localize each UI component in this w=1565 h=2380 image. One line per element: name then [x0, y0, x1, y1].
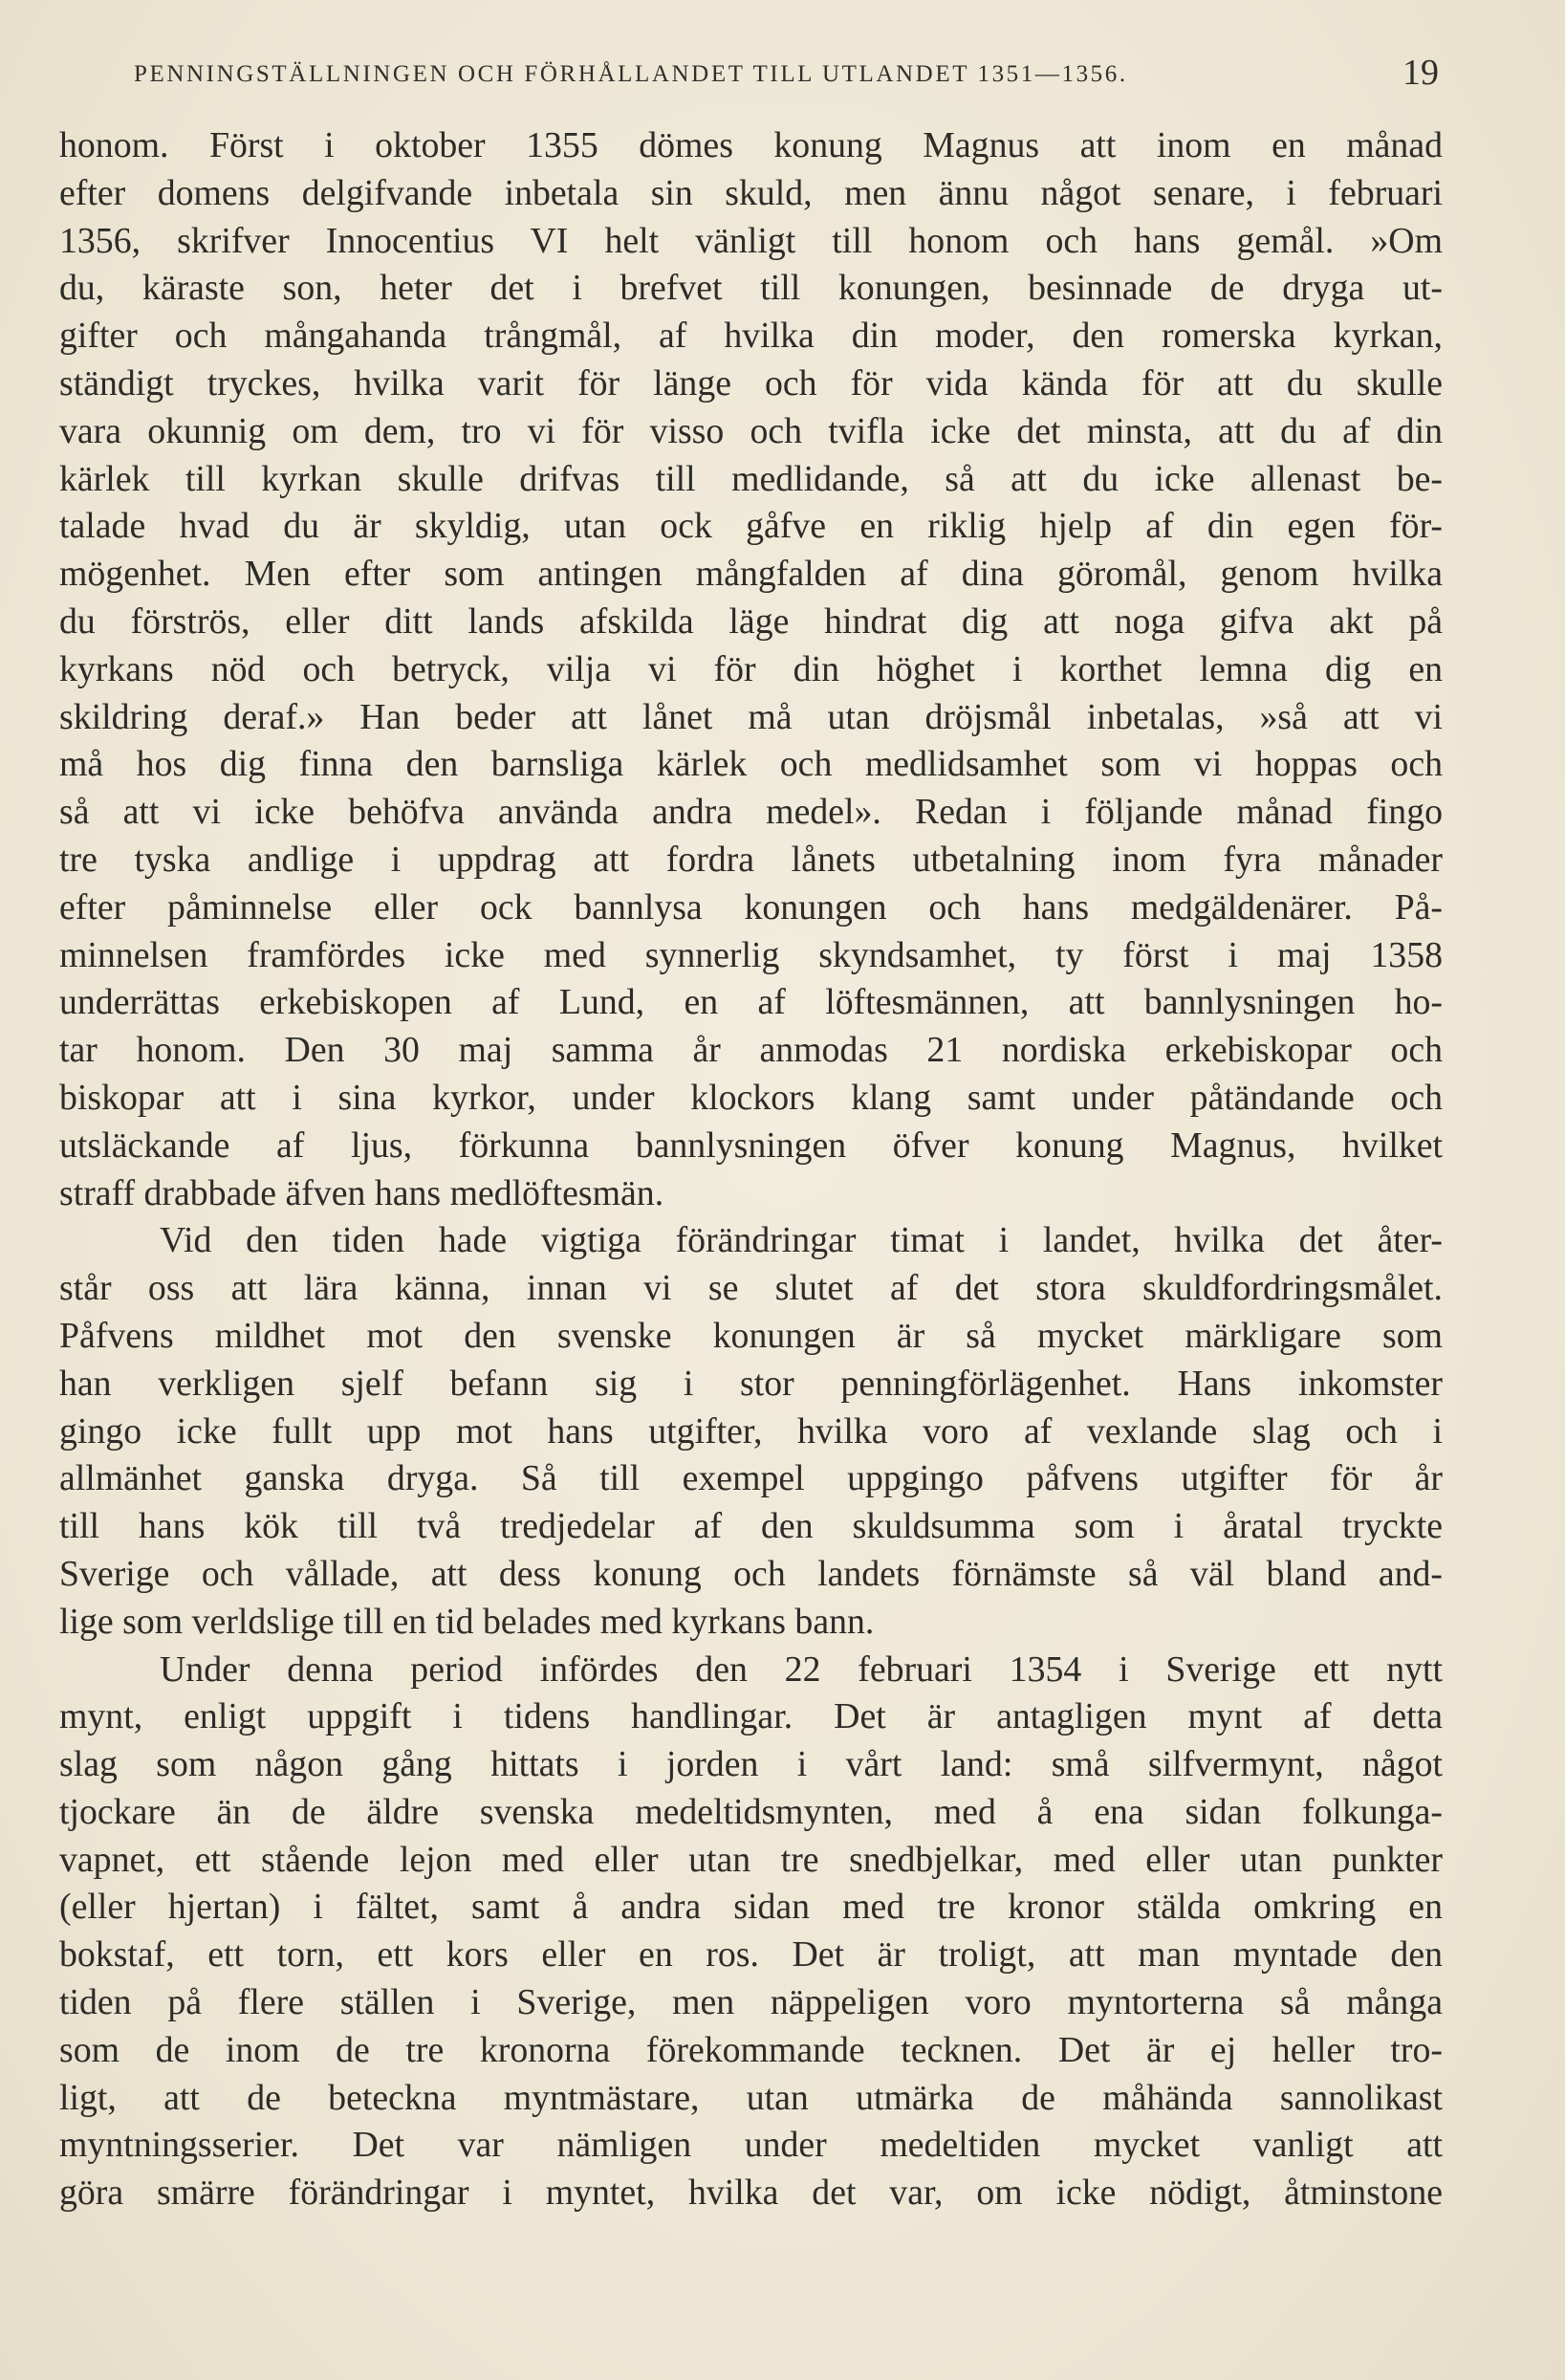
- running-title: PENNINGSTÄLLNINGEN OCH FÖRHÅLLANDET TILL UTLANDET 1351—1356.: [134, 61, 1128, 87]
- text-line: gingo icke fullt upp mot hans utgifter, hvilka voro af vexlande slag och i: [59, 1410, 1443, 1452]
- text-line: underrättas erkebiskopen af Lund, en af löftesmännen, att bannlysningen ho-: [59, 982, 1443, 1023]
- text-line: du, käraste son, heter det i brefvet till konungen, besinnade de dryga ut-: [59, 268, 1443, 309]
- text-line: vapnet, ett stående lejon med eller utan tre snedbjelkar, med eller utan punkter: [59, 1839, 1443, 1880]
- paragraph-last-line: straff drabbade äfven hans medlöftesmän.: [59, 1172, 664, 1213]
- text-line: så att vi icke behöfva använda andra medel». Redan i följande månad fingo: [59, 792, 1443, 833]
- paragraph-last-line: lige som verldslige till en tid belades med kyrkans bann.: [59, 1601, 875, 1642]
- text-line: han verkligen sjelf befann sig i stor penningförlägenhet. Hans inkomster: [59, 1363, 1443, 1404]
- text-line: gifter och mångahanda trångmål, af hvilka din moder, den romerska kyrkan,: [59, 316, 1443, 357]
- text-line: göra smärre förändringar i myntet, hvilka det var, om icke nödigt, åtminstone: [59, 2173, 1443, 2214]
- text-line: tar honom. Den 30 maj samma år anmodas 21 nordiska erkebiskopar och: [59, 1030, 1443, 1071]
- text-line: står oss att lära känna, innan vi se slutet af det stora skuldfordringsmålet.: [59, 1268, 1443, 1309]
- text-line: allmänhet ganska dryga. Så till exempel uppgingo påfvens utgifter för år: [59, 1458, 1443, 1499]
- text-line: tiden på flere ställen i Sverige, men näppeligen voro myntorterna så många: [59, 1982, 1443, 2023]
- text-line: tjockare än de äldre svenska medeltidsmynten, med å ena sidan folkunga-: [59, 1791, 1443, 1832]
- text-line: efter påminnelse eller ock bannlysa konungen och hans medgäldenärer. På-: [59, 886, 1443, 928]
- text-line: kyrkans nöd och betryck, vilja vi för din höghet i korthet lemna dig en: [59, 648, 1443, 689]
- text-line: du förströs, eller ditt lands afskilda läge hindrat dig att noga gifva akt på: [59, 600, 1443, 642]
- text-line: myntningsserier. Det var nämligen under medeltiden mycket vanligt att: [59, 2125, 1443, 2166]
- text-line: minnelsen framfördes icke med synnerlig skyndsamhet, ty först i maj 1358: [59, 934, 1443, 975]
- text-line: må hos dig finna den barnsliga kärlek och medlidsamhet som vi hoppas och: [59, 744, 1443, 785]
- text-line: efter domens delgifvande inbetala sin skuld, men ännu något senare, i februari: [59, 172, 1443, 213]
- paragraph-first-line: Vid den tiden hade vigtiga förändringar timat i landet, hvilka det åter-: [160, 1220, 1443, 1261]
- text-line: utsläckande af ljus, förkunna bannlysningen öfver konung Magnus, hvilket: [59, 1124, 1443, 1166]
- page-number: 19: [1402, 53, 1439, 93]
- text-line: (eller hjertan) i fältet, samt å andra sidan med tre kronor stälda omkring en: [59, 1887, 1443, 1928]
- text-line: tre tyska andlige i uppdrag att fordra lånets utbetalning inom fyra månader: [59, 839, 1443, 880]
- text-line: som de inom de tre kronorna förekommande tecknen. Det är ej heller tro-: [59, 2029, 1443, 2070]
- text-line: Sverige och vållade, att dess konung och landets förnämste så väl bland and-: [59, 1553, 1443, 1594]
- text-line: Påfvens mildhet mot den svenske konungen är så mycket märkligare som: [59, 1315, 1443, 1356]
- paragraph-first-line: Under denna period infördes den 22 februari 1354 i Sverige ett nytt: [160, 1649, 1443, 1690]
- body-text: [59, 122, 1443, 2217]
- text-line: till hans kök till två tredjedelar af den skuldsumma som i åratal tryckte: [59, 1506, 1443, 1547]
- text-line: bokstaf, ett torn, ett kors eller en ros. Det är troligt, att man myntade den: [59, 1934, 1443, 1976]
- text-line: slag som någon gång hittats i jorden i vårt land: små silfvermynt, något: [59, 1744, 1443, 1785]
- text-line: skildring deraf.» Han beder att lånet må utan dröjsmål inbetalas, »så att vi: [59, 696, 1443, 737]
- text-line: ständigt tryckes, hvilka varit för länge och för vida kända för att du skulle: [59, 362, 1443, 404]
- text-line: 1356, skrifver Innocentius VI helt vänligt till honom och hans gemål. »Om: [59, 220, 1443, 261]
- text-line: honom. Först i oktober 1355 dömes konung Magnus att inom en månad: [59, 125, 1443, 165]
- text-line: mögenhet. Men efter som antingen mångfalden af dina göromål, genom hvilka: [59, 554, 1443, 595]
- text-line: ligt, att de beteckna myntmästare, utan utmärka de måhända sannolikast: [59, 2077, 1443, 2118]
- text-line: talade hvad du är skyldig, utan ock gåfve en riklig hjelp af din egen för-: [59, 506, 1443, 547]
- text-line: biskopar att i sina kyrkor, under klockors klang samt under påtändande och: [59, 1077, 1443, 1118]
- text-line: mynt, enligt uppgift i tidens handlingar. Det är antagligen mynt af detta: [59, 1696, 1443, 1737]
- running-header: [134, 55, 1453, 94]
- text-line: kärlek till kyrkan skulle drifvas till medlidande, så att du icke allenast be-: [59, 458, 1443, 499]
- text-line: vara okunnig om dem, tro vi för visso och tvifla icke det minsta, att du af din: [59, 410, 1443, 451]
